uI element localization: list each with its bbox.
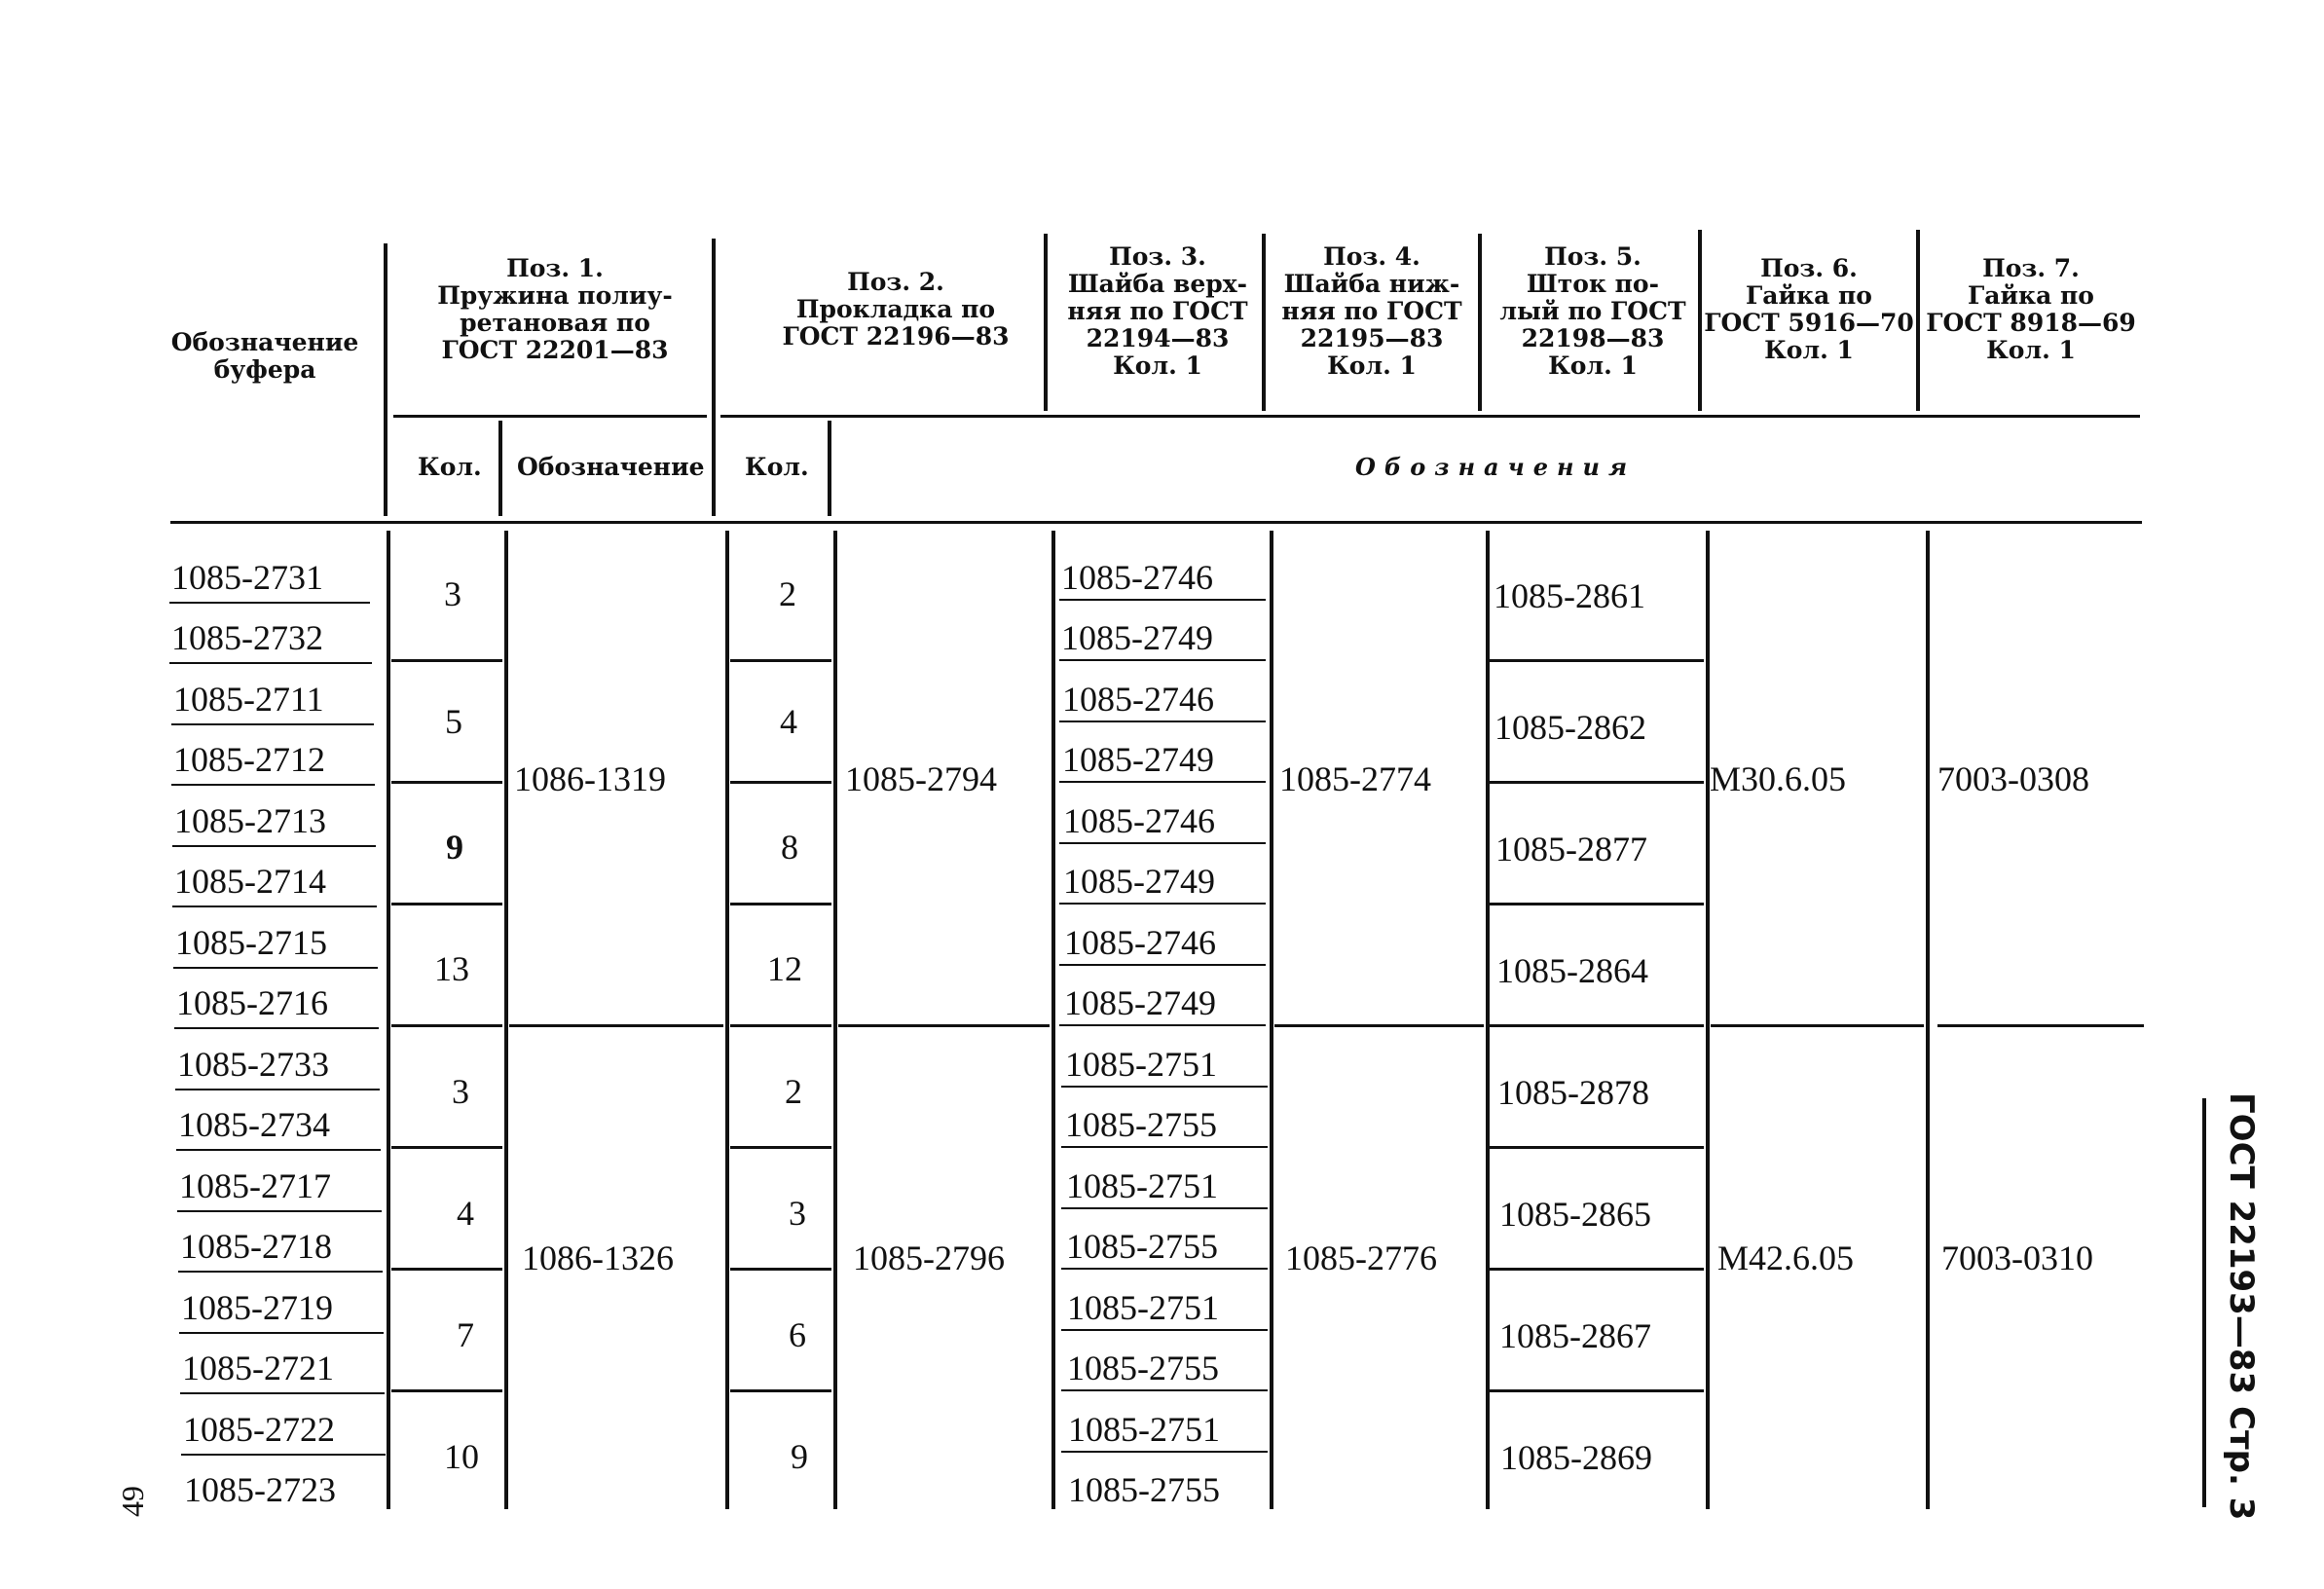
pos6-designation: М42.6.05: [1717, 1238, 1855, 1277]
buffer-designation: 1085-2711: [173, 680, 324, 719]
pos3-designation: 1085-2746: [1064, 923, 1216, 962]
major-group-rule: [1711, 1024, 1924, 1027]
body-column-rule: [1486, 531, 1490, 1509]
body-column-rule: [1051, 531, 1055, 1509]
pos3-designation: 1085-2755: [1066, 1227, 1218, 1266]
pos1-quantity: 7: [457, 1315, 474, 1354]
row-underline: [1061, 1451, 1268, 1453]
row-underline: [1059, 842, 1266, 844]
pos5-designation: 1085-2878: [1497, 1073, 1649, 1112]
pos3-designation: 1085-2749: [1062, 740, 1214, 779]
major-group-rule: [1274, 1024, 1484, 1027]
buffer-designation: 1085-2716: [176, 983, 328, 1022]
header-pos5: Поз. 5. Шток по- лый по ГОСТ 22198—83 Кол. 1: [1499, 242, 1686, 380]
pos3-designation: 1085-2749: [1063, 862, 1215, 901]
row-underline: [179, 1332, 384, 1334]
pos7-designation: 7003-0308: [1937, 759, 2089, 798]
pos5-designation: 1085-2862: [1494, 708, 1646, 747]
header-designation: Обозначение буфера: [170, 328, 359, 384]
group-rule: [391, 659, 502, 662]
buffer-designation: 1085-2718: [180, 1227, 332, 1266]
buffer-designation: 1085-2719: [181, 1288, 333, 1327]
buffer-designation: 1085-2732: [171, 618, 323, 657]
pos5-designation: 1085-2864: [1496, 951, 1648, 990]
pos3-designation: 1085-2749: [1064, 983, 1216, 1022]
pos3-designation: 1085-2746: [1063, 801, 1215, 840]
pos1-quantity: 13: [434, 949, 469, 988]
row-underline: [169, 662, 372, 664]
row-underline: [1059, 903, 1266, 905]
group-rule: [730, 1146, 831, 1149]
side-label-rule: [2202, 1098, 2206, 1507]
header-pos3: Поз. 3. Шайба верх- няя по ГОСТ 22194—83 Кол. 1: [1067, 242, 1248, 380]
row-underline: [1061, 1268, 1268, 1270]
group-rule: [730, 659, 831, 662]
pos5-designation: 1085-2869: [1500, 1438, 1652, 1477]
header-pos7: Поз. 7. Гайка по ГОСТ 8918—69 Кол. 1: [1926, 254, 2136, 364]
buffer-designation: 1085-2715: [175, 923, 327, 962]
row-underline: [1059, 721, 1266, 722]
group-rule: [730, 781, 831, 784]
pos3-designation: 1085-2746: [1062, 680, 1214, 719]
header-column-rule: [1044, 234, 1048, 411]
table-header-bottom-rule: [170, 521, 2142, 524]
row-underline: [173, 967, 378, 969]
header-column-rule: [1698, 230, 1702, 411]
major-group-rule: [1937, 1024, 2144, 1027]
pos1-quantity: 5: [445, 702, 462, 741]
group-rule: [1490, 1389, 1704, 1392]
row-underline: [1061, 1329, 1268, 1331]
pos2-quantity: 12: [767, 949, 802, 988]
pos2-quantity: 3: [789, 1194, 806, 1233]
major-group-rule: [391, 1024, 502, 1027]
group-rule: [391, 1268, 502, 1271]
major-group-rule: [838, 1024, 1050, 1027]
header-rule: [720, 415, 2140, 418]
row-underline: [1059, 659, 1266, 661]
body-column-rule: [387, 531, 390, 1509]
group-rule: [1490, 781, 1704, 784]
group-rule: [1490, 903, 1704, 905]
body-column-rule: [833, 531, 837, 1509]
group-rule: [391, 903, 502, 905]
header-subcolumn-rule: [498, 421, 502, 516]
pos3-designation: 1085-2755: [1065, 1105, 1217, 1144]
header-subcolumn-rule: [828, 421, 831, 516]
row-underline: [172, 845, 376, 847]
row-underline: [1059, 964, 1266, 966]
pos2-quantity: 2: [785, 1072, 802, 1111]
body-column-rule: [1926, 531, 1930, 1509]
pos2-designation: 1085-2796: [853, 1238, 1005, 1277]
pos3-designation: 1085-2751: [1065, 1045, 1217, 1084]
body-column-rule: [725, 531, 729, 1509]
buffer-designation: 1085-2714: [174, 862, 326, 901]
pos5-designation: 1085-2861: [1494, 576, 1645, 615]
buffer-designation: 1085-2717: [179, 1166, 331, 1205]
pos5-designation: 1085-2865: [1499, 1195, 1651, 1234]
buffer-designation: 1085-2723: [184, 1470, 336, 1509]
row-underline: [169, 602, 370, 604]
pos2-quantity: 9: [791, 1437, 808, 1476]
pos3-designation: 1085-2751: [1066, 1166, 1218, 1205]
group-rule: [391, 1146, 502, 1149]
group-rule: [391, 781, 502, 784]
buffer-designation: 1085-2733: [177, 1045, 329, 1084]
group-rule: [1490, 1146, 1704, 1149]
body-column-rule: [1706, 531, 1710, 1509]
group-rule: [730, 1268, 831, 1271]
row-underline: [1061, 1146, 1268, 1148]
buffer-designation: 1085-2734: [178, 1105, 330, 1144]
pos1-quantity: 3: [452, 1072, 469, 1111]
buffer-designation: 1085-2731: [171, 558, 323, 597]
pos3-designation: 1085-2751: [1067, 1288, 1219, 1327]
pos1-quantity: 3: [444, 574, 461, 613]
body-column-rule: [1270, 531, 1273, 1509]
pos3-designation: 1085-2755: [1067, 1349, 1219, 1387]
row-underline: [177, 1210, 382, 1212]
pos1-quantity: 10: [444, 1437, 479, 1476]
pos3-designation: 1085-2751: [1068, 1410, 1220, 1449]
header-pos4: Поз. 4. Шайба ниж- няя по ГОСТ 22195—83 Кол. 1: [1281, 242, 1462, 380]
subheader-kol-2: Кол.: [745, 453, 809, 481]
buffer-designation: 1085-2712: [173, 740, 325, 779]
row-underline: [1059, 1024, 1266, 1026]
header-pos6: Поз. 6. Гайка по ГОСТ 5916—70 Кол. 1: [1704, 254, 1914, 364]
pos1-designation: 1086-1319: [514, 759, 666, 798]
header-pos1: Поз. 1. Пружина полиу- ретановая по ГОСТ 22201—83: [437, 254, 673, 364]
major-group-rule: [1490, 1024, 1704, 1027]
subheader-designations: Обозначения: [1355, 453, 1637, 481]
pos4-designation: 1085-2776: [1285, 1238, 1437, 1277]
pos1-quantity: 9: [446, 828, 463, 867]
pos3-designation: 1085-2746: [1061, 558, 1213, 597]
subheader-designation: Обозначение: [517, 453, 705, 481]
buffer-designation: 1085-2721: [182, 1349, 334, 1387]
pos5-designation: 1085-2877: [1495, 830, 1647, 868]
row-underline: [176, 1149, 381, 1151]
pos5-designation: 1085-2867: [1499, 1316, 1651, 1355]
pos4-designation: 1085-2774: [1279, 759, 1431, 798]
group-rule: [1490, 1268, 1704, 1271]
header-column-rule: [712, 239, 716, 516]
row-underline: [1059, 781, 1266, 783]
header-column-rule: [1262, 234, 1266, 411]
body-column-rule: [504, 531, 508, 1509]
row-underline: [171, 784, 375, 786]
side-standard-label: ГОСТ 22193—83 Стр. 3: [2222, 1092, 2261, 1521]
group-rule: [1490, 659, 1704, 662]
row-underline: [172, 905, 377, 907]
group-rule: [730, 1389, 831, 1392]
pos2-quantity: 2: [779, 574, 796, 613]
group-rule: [391, 1389, 502, 1392]
pos1-quantity: 4: [457, 1194, 474, 1233]
subheader-kol-1: Кол.: [418, 453, 482, 481]
pos1-designation: 1086-1326: [522, 1238, 674, 1277]
header-column-rule: [1478, 234, 1482, 411]
row-underline: [171, 723, 374, 725]
row-underline: [181, 1454, 386, 1456]
row-underline: [174, 1027, 379, 1029]
row-underline: [178, 1271, 383, 1273]
pos2-quantity: 6: [789, 1315, 806, 1354]
major-group-rule: [509, 1024, 723, 1027]
pos2-designation: 1085-2794: [845, 759, 997, 798]
group-rule: [730, 1024, 831, 1027]
row-underline: [180, 1392, 385, 1394]
buffer-designation: 1085-2722: [183, 1410, 335, 1449]
row-underline: [1059, 599, 1266, 601]
pos3-designation: 1085-2755: [1068, 1470, 1220, 1509]
pos7-designation: 7003-0310: [1941, 1238, 2093, 1277]
row-underline: [1061, 1207, 1268, 1209]
header-column-rule: [1916, 230, 1920, 411]
pos2-quantity: 4: [780, 702, 797, 741]
pos3-designation: 1085-2749: [1061, 618, 1213, 657]
row-underline: [1061, 1389, 1268, 1391]
row-underline: [1061, 1086, 1268, 1088]
header-rule: [393, 415, 707, 418]
pos2-quantity: 8: [781, 828, 798, 867]
buffer-designation: 1085-2713: [174, 801, 326, 840]
group-rule: [730, 903, 831, 905]
page-number: 49: [115, 1486, 150, 1517]
row-underline: [175, 1089, 380, 1090]
header-pos2: Поз. 2. Прокладка по ГОСТ 22196—83: [782, 268, 1010, 351]
header-column-rule: [384, 243, 387, 516]
pos6-designation: М30.6.05: [1710, 759, 1847, 798]
